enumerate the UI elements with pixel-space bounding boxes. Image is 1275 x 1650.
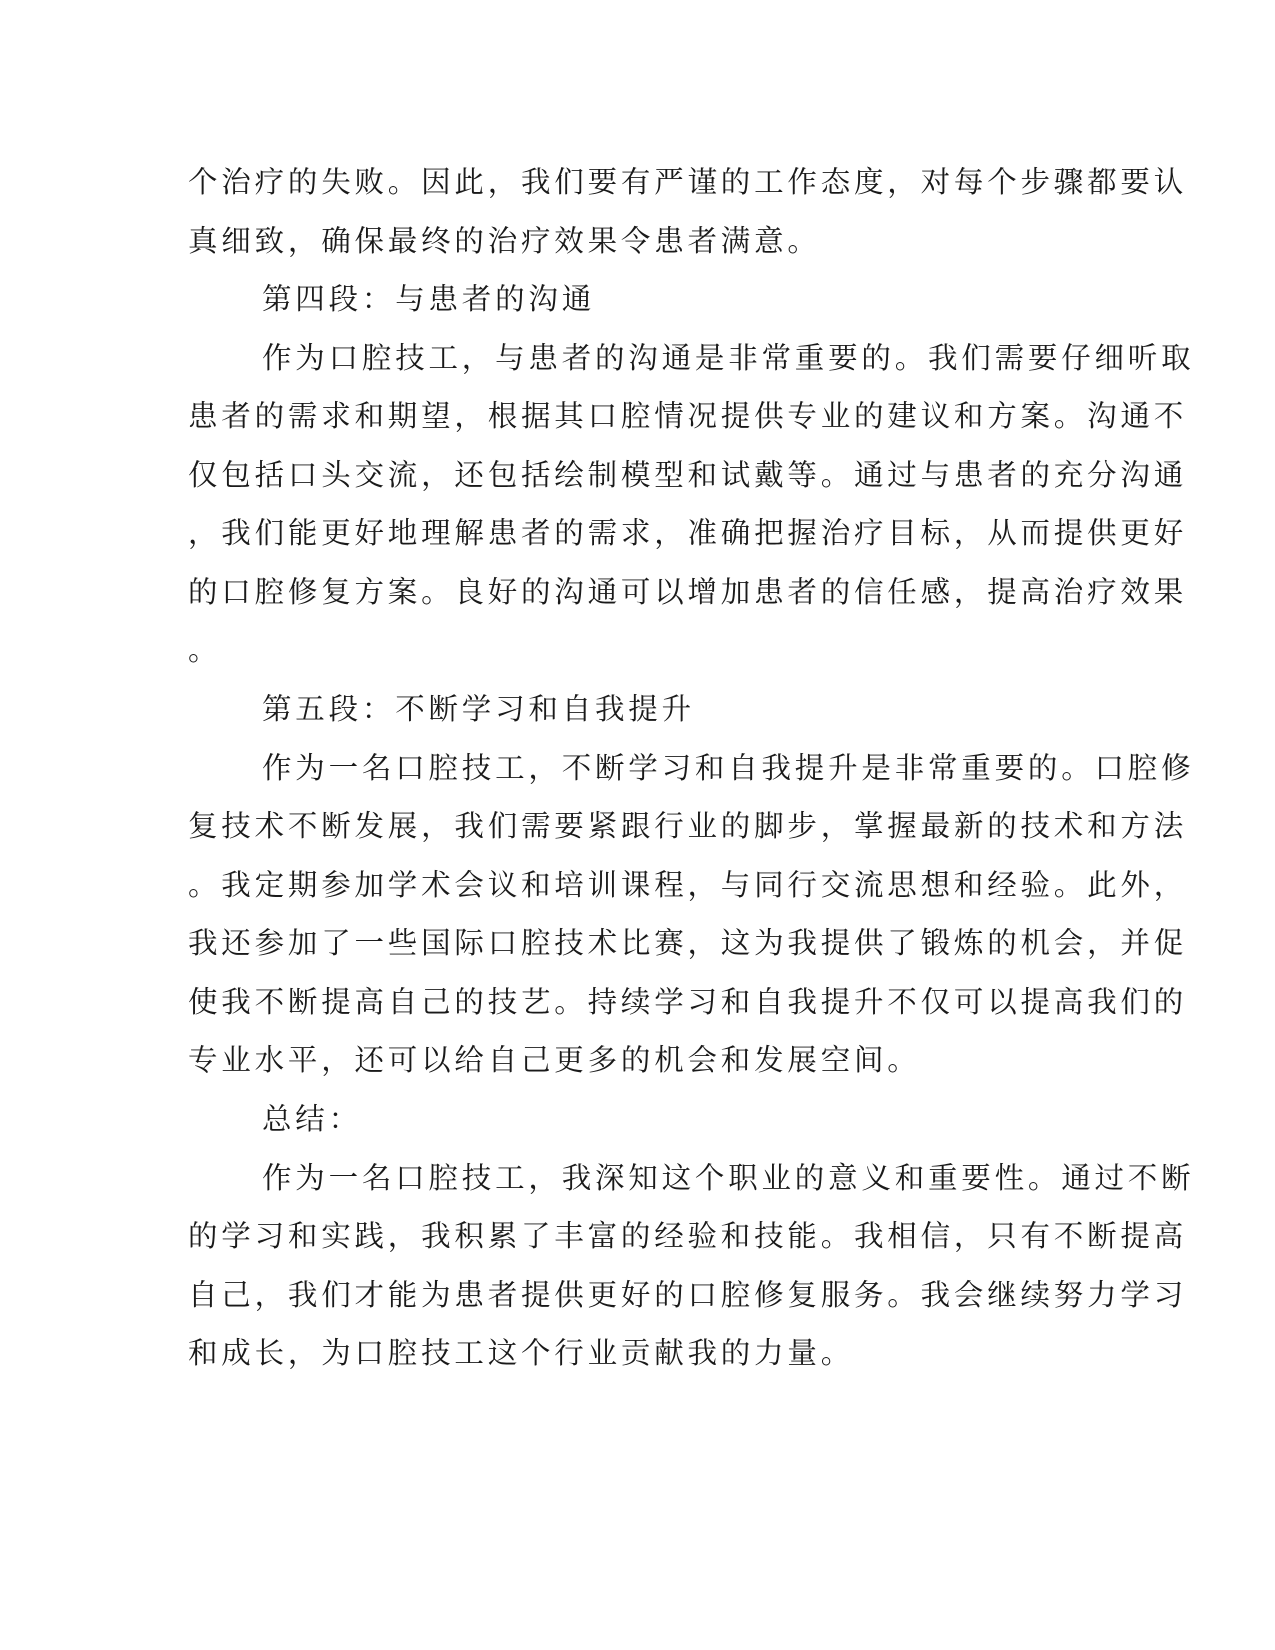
text-line: 作为一名口腔技工，我深知这个职业的意义和重要性。通过不断 (262, 1161, 1195, 1195)
text-line: 患者的需求和期望，根据其口腔情况提供专业的建议和方案。沟通不 (188, 399, 1188, 433)
text-line: 我还参加了一些国际口腔技术比赛，这为我提供了锻炼的机会，并促 (188, 926, 1188, 960)
text-line: 真细致，确保最终的治疗效果令患者满意。 (188, 224, 821, 258)
summary-heading: 总结： (262, 1102, 362, 1136)
text-line: 使我不断提高自己的技艺。持续学习和自我提升不仅可以提高我们的 (188, 985, 1188, 1019)
text-line: 和成长，为口腔技工这个行业贡献我的力量。 (188, 1336, 855, 1370)
text-line: 的学习和实践，我积累了丰富的经验和技能。我相信，只有不断提高 (188, 1219, 1188, 1253)
text-line: 。我定期参加学术会议和培训课程，与同行交流思想和经验。此外， (188, 868, 1188, 902)
text-line: 作为口腔技工，与患者的沟通是非常重要的。我们需要仔细听取 (262, 341, 1195, 375)
text-line: 个治疗的失败。因此，我们要有严谨的工作态度，对每个步骤都要认 (188, 165, 1188, 199)
text-line: 专业水平，还可以给自己更多的机会和发展空间。 (188, 1043, 921, 1077)
text-line: 。 (188, 633, 222, 667)
text-line: 仅包括口头交流，还包括绘制模型和试戴等。通过与患者的充分沟通 (188, 458, 1188, 492)
text-line: 作为一名口腔技工，不断学习和自我提升是非常重要的。口腔修 (262, 751, 1195, 785)
section-heading-4: 第四段：与患者的沟通 (262, 282, 596, 316)
text-line: 复技术不断发展，我们需要紧跟行业的脚步，掌握最新的技术和方法 (188, 809, 1188, 843)
text-line: ，我们能更好地理解患者的需求，准确把握治疗目标，从而提供更好 (188, 516, 1188, 550)
text-line: 的口腔修复方案。良好的沟通可以增加患者的信任感，提高治疗效果 (188, 575, 1188, 609)
section-heading-5: 第五段：不断学习和自我提升 (262, 692, 695, 726)
text-line: 自己，我们才能为患者提供更好的口腔修复服务。我会继续努力学习 (188, 1278, 1188, 1312)
